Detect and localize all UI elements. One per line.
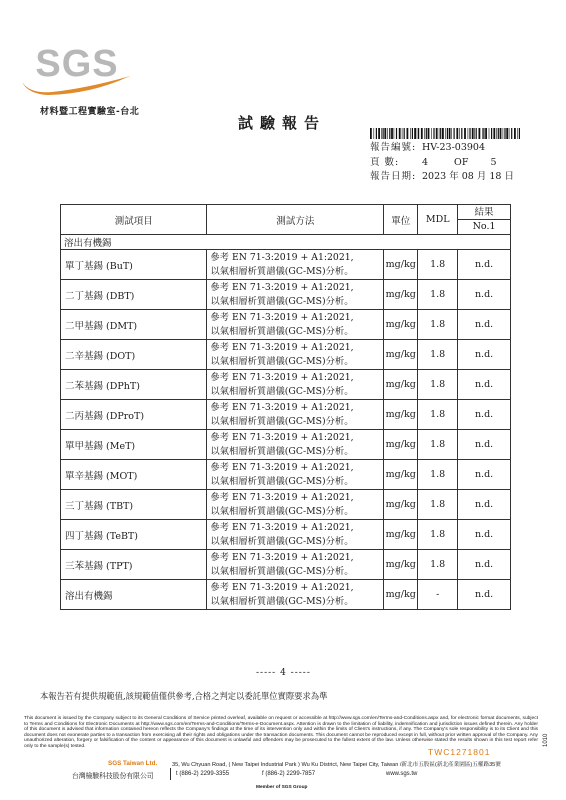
row-method-line-2: 以氣相層析質譜儀(GC-MS)分析。 — [210, 535, 354, 547]
page-count-line — [370, 156, 514, 171]
row-result: n.d. — [458, 460, 511, 490]
header-method: 測試方法 — [207, 205, 384, 235]
row-result: n.d. — [458, 550, 511, 580]
row-mdl: 1.8 — [418, 280, 458, 310]
row-result: n.d. — [458, 370, 511, 400]
row-unit: mg/kg — [384, 310, 418, 340]
header-unit: 單位 — [384, 205, 418, 235]
barcode-bar — [396, 128, 397, 139]
reference-note: 本報告若有提供規範值,該規範值僅供參考,合格之判定以委託單位實際要求為準 — [40, 691, 328, 701]
row-item: 溶出有機錫 — [61, 580, 207, 610]
table-row — [61, 460, 511, 490]
barcode-bar — [387, 128, 388, 139]
row-method-line-2: 以氣相層析質譜儀(GC-MS)分析。 — [210, 355, 354, 367]
row-item: 三苯基錫 (TPT) — [61, 550, 207, 580]
footer-fax: f (886-2) 2299-7857 — [262, 771, 316, 777]
header-item: 測試項目 — [61, 205, 207, 235]
footer-stamp: TWC1271801 — [428, 747, 491, 757]
barcode-bar — [414, 128, 416, 139]
results-body — [61, 235, 511, 610]
row-unit: mg/kg — [384, 460, 418, 490]
row-method — [207, 400, 384, 430]
row-method-line-2: 以氣相層析質譜儀(GC-MS)分析。 — [210, 475, 354, 487]
table-row — [61, 490, 511, 520]
row-result: n.d. — [458, 580, 511, 610]
footer-brand: SGS Taiwan Ltd. — [108, 760, 158, 767]
row-item: 二丁基錫 (DBT) — [61, 280, 207, 310]
barcode-bar — [485, 128, 487, 139]
page-of: OF — [454, 156, 469, 168]
report-date-line — [370, 170, 514, 185]
barcode-bar — [468, 128, 469, 139]
barcode-bar — [418, 128, 419, 139]
barcode-bar — [474, 128, 475, 139]
row-method-line-2: 以氣相層析質譜儀(GC-MS)分析。 — [210, 325, 354, 337]
row-method-line-1: 參考 EN 71-3:2019 + A1:2021, — [210, 401, 354, 413]
row-method — [207, 460, 384, 490]
report-number-label: 報告編號: — [370, 142, 417, 153]
row-item: 二甲基錫 (DMT) — [61, 310, 207, 340]
barcode-bar — [456, 128, 458, 139]
barcode-bar — [374, 128, 375, 139]
table-row — [61, 400, 511, 430]
row-method — [207, 580, 384, 610]
barcode-bar — [384, 128, 386, 139]
barcode-bar — [472, 128, 474, 139]
row-mdl: 1.8 — [418, 370, 458, 400]
row-unit: mg/kg — [384, 280, 418, 310]
row-result: n.d. — [458, 430, 511, 460]
header-result-label: 結果 — [458, 205, 510, 220]
barcode-bar — [509, 128, 510, 139]
report-meta — [370, 141, 514, 185]
barcode-bar — [421, 128, 423, 139]
row-result: n.d. — [458, 280, 511, 310]
row-method-line-2: 以氣相層析質譜儀(GC-MS)分析。 — [210, 385, 354, 397]
disclaimer-text: This document is issued by the Company subject to its General Conditions of Service printed overleaf, available on request or accessible at http://www.sgs.com/en/Terms-and-Conditions.aspx and, for electronic format documents, subject to Terms and Conditions for Electronic Documents at http://www.sgs.com/en/Terms-and-Conditions/Terms-e-Document.aspx. Attention is drawn to the limitation of liability, indemnification and jurisdiction issues defined therein. Any holder of this document is advised that information contained hereon reflects the Company's findings at the time of its intervention only and within the limits of Client's instructions, if any. The Company's sole responsibility is to its Client and this document does not exonerate parties to a transaction from exercising all their rights and obligations under the transaction documents. This document cannot be reproduced except in full, without prior written approval of the Company. Any unauthorized alteration, forgery or falsification of the content or appearance of this document is unlawful and offenders may be prosecuted to the fullest extent of the law. Unless otherwise stated the results shown in this test report refer only to the sample(s) tested. — [24, 716, 538, 749]
row-method-line-2: 以氣相層析質譜儀(GC-MS)分析。 — [210, 565, 354, 577]
barcode-bar — [454, 128, 455, 139]
row-method-line-2: 以氣相層析質譜儀(GC-MS)分析。 — [210, 295, 354, 307]
barcode-bar — [412, 128, 413, 139]
row-method — [207, 250, 384, 280]
row-mdl: - — [418, 580, 458, 610]
table-row — [61, 280, 511, 310]
footer-member: Member of SGS Group — [256, 785, 308, 790]
row-method-line-1: 參考 EN 71-3:2019 + A1:2021, — [210, 461, 354, 473]
barcode-bar — [410, 128, 411, 139]
row-item: 三丁基錫 (TBT) — [61, 490, 207, 520]
row-method — [207, 280, 384, 310]
row-item: 二丙基錫 (DProT) — [61, 400, 207, 430]
row-method-line-1: 參考 EN 71-3:2019 + A1:2021, — [210, 341, 354, 353]
row-item: 單丁基錫 (BuT) — [61, 250, 207, 280]
row-method — [207, 340, 384, 370]
table-row — [61, 250, 511, 280]
row-result: n.d. — [458, 400, 511, 430]
row-method-line-1: 參考 EN 71-3:2019 + A1:2021, — [210, 371, 354, 383]
barcode-bar — [440, 128, 441, 139]
results-table — [60, 204, 511, 610]
barcode-bar — [517, 128, 518, 139]
page-title: 試驗報告 — [238, 114, 327, 132]
row-method-line-2: 以氣相層析質譜儀(GC-MS)分析。 — [210, 595, 354, 607]
row-item: 單甲基錫 (MeT) — [61, 430, 207, 460]
barcode-bar — [482, 128, 483, 139]
logo-text: SGS — [35, 43, 119, 85]
barcode-bar — [489, 128, 490, 139]
barcode-bar — [469, 128, 470, 139]
barcode-bar — [493, 128, 495, 139]
row-mdl: 1.8 — [418, 460, 458, 490]
barcode-bar — [449, 128, 451, 139]
barcode-bar — [383, 128, 384, 139]
row-unit: mg/kg — [384, 430, 418, 460]
row-method-line-1: 參考 EN 71-3:2019 + A1:2021, — [210, 581, 354, 593]
barcode-bar — [404, 128, 405, 139]
barcode-bar — [428, 128, 430, 139]
barcode-bar — [514, 128, 516, 139]
row-method-line-2: 以氣相層析質譜儀(GC-MS)分析。 — [210, 265, 354, 277]
side-code: 1010 — [543, 733, 549, 747]
barcode — [370, 128, 520, 139]
row-method-line-2: 以氣相層析質譜儀(GC-MS)分析。 — [210, 505, 354, 517]
barcode-bar — [436, 128, 438, 139]
barcode-bar — [370, 128, 372, 139]
barcode-bar — [433, 128, 434, 139]
row-mdl: 1.8 — [418, 550, 458, 580]
barcode-bar — [464, 128, 466, 139]
barcode-bar — [459, 128, 460, 139]
barcode-bar — [500, 128, 502, 139]
row-method-line-1: 參考 EN 71-3:2019 + A1:2021, — [210, 311, 354, 323]
barcode-bar — [381, 128, 382, 139]
barcode-bar — [424, 128, 425, 139]
section-row — [61, 235, 511, 250]
barcode-bar — [399, 128, 401, 139]
row-method-line-1: 參考 EN 71-3:2019 + A1:2021, — [210, 431, 354, 443]
barcode-bar — [389, 128, 390, 139]
row-method-line-1: 參考 EN 71-3:2019 + A1:2021, — [210, 281, 354, 293]
barcode-bar — [391, 128, 393, 139]
table-row — [61, 310, 511, 340]
barcode-bar — [407, 128, 409, 139]
sgs-logo — [18, 36, 136, 96]
row-item: 四丁基錫 (TeBT) — [61, 520, 207, 550]
barcode-bar — [461, 128, 462, 139]
row-method-line-2: 以氣相層析質譜儀(GC-MS)分析。 — [210, 415, 354, 427]
row-result: n.d. — [458, 520, 511, 550]
row-mdl: 1.8 — [418, 490, 458, 520]
row-unit: mg/kg — [384, 370, 418, 400]
lab-name: 材料暨工程實驗室-台北 — [40, 107, 140, 117]
report-number-value: HV-23-03904 — [422, 142, 486, 153]
barcode-bar — [476, 128, 477, 139]
header-result — [458, 205, 511, 235]
row-result: n.d. — [458, 310, 511, 340]
table-row — [61, 580, 511, 610]
row-unit: mg/kg — [384, 490, 418, 520]
footer-address: 35, Wu Chyuan Road, ( New Taipei Industrial Park ) Wu Ku District, New Taipei City, Taiwan /新北市五股區(新北產業園區)五權路35號 — [172, 762, 501, 768]
table-row — [61, 370, 511, 400]
page-value: 4 — [422, 156, 429, 168]
barcode-bar — [431, 128, 432, 139]
row-method — [207, 520, 384, 550]
barcode-bar — [451, 128, 452, 139]
barcode-bar — [445, 128, 446, 139]
table-row — [61, 430, 511, 460]
barcode-bar — [511, 128, 512, 139]
row-unit: mg/kg — [384, 250, 418, 280]
page-mark: ----- 4 ----- — [256, 668, 311, 678]
barcode-bar — [439, 128, 440, 139]
row-mdl: 1.8 — [418, 250, 458, 280]
barcode-bar — [402, 128, 403, 139]
barcode-bar — [417, 128, 418, 139]
row-method — [207, 430, 384, 460]
barcode-bar — [447, 128, 448, 139]
barcode-bar — [503, 128, 504, 139]
report-number-line — [370, 141, 514, 156]
row-method-line-2: 以氣相層析質譜儀(GC-MS)分析。 — [210, 445, 354, 457]
row-method-line-1: 參考 EN 71-3:2019 + A1:2021, — [210, 251, 354, 263]
barcode-bar — [491, 128, 492, 139]
row-unit: mg/kg — [384, 520, 418, 550]
row-unit: mg/kg — [384, 550, 418, 580]
row-method — [207, 550, 384, 580]
row-method-line-1: 參考 EN 71-3:2019 + A1:2021, — [210, 551, 354, 563]
page-label: 頁 數: — [370, 156, 400, 168]
row-method — [207, 310, 384, 340]
barcode-bar — [519, 128, 520, 139]
row-unit: mg/kg — [384, 400, 418, 430]
row-method-line-1: 參考 EN 71-3:2019 + A1:2021, — [210, 491, 354, 503]
barcode-bar — [483, 128, 484, 139]
header-row — [61, 205, 511, 235]
barcode-bar — [504, 128, 505, 139]
table-row — [61, 340, 511, 370]
row-method — [207, 370, 384, 400]
row-mdl: 1.8 — [418, 520, 458, 550]
header-mdl: MDL — [418, 205, 458, 235]
barcode-bar — [442, 128, 444, 139]
barcode-bar — [426, 128, 427, 139]
row-result: n.d. — [458, 250, 511, 280]
row-item: 二苯基錫 (DPhT) — [61, 370, 207, 400]
row-mdl: 1.8 — [418, 310, 458, 340]
row-unit: mg/kg — [384, 580, 418, 610]
barcode-bar — [376, 128, 377, 139]
row-mdl: 1.8 — [418, 340, 458, 370]
barcode-bar — [498, 128, 499, 139]
row-item: 單辛基錫 (MOT) — [61, 460, 207, 490]
barcode-bar — [394, 128, 395, 139]
table-row — [61, 520, 511, 550]
row-mdl: 1.8 — [418, 430, 458, 460]
table-row — [61, 550, 511, 580]
row-mdl: 1.8 — [418, 400, 458, 430]
page-total: 5 — [490, 156, 497, 168]
footer-web-link[interactable]: www.sgs.tw — [386, 771, 418, 777]
section-label: 溶出有機錫 — [61, 235, 511, 250]
report-date-label: 報告日期: — [370, 171, 417, 182]
row-method-line-1: 參考 EN 71-3:2019 + A1:2021, — [210, 521, 354, 533]
report-date-value: 2023 年 08 月 18 日 — [422, 171, 514, 182]
barcode-bar — [378, 128, 380, 139]
footer-tel: t (886-2) 2299-3355 — [176, 771, 230, 777]
row-unit: mg/kg — [384, 340, 418, 370]
row-item: 二辛基錫 (DOT) — [61, 340, 207, 370]
barcode-bar — [496, 128, 497, 139]
barcode-bar — [479, 128, 481, 139]
row-result: n.d. — [458, 490, 511, 520]
barcode-bar — [506, 128, 508, 139]
footer-company-cn: 台灣檢驗科技股份有限公司 — [72, 772, 154, 780]
row-result: n.d. — [458, 340, 511, 370]
header-result-no: No.1 — [472, 221, 496, 232]
footer-divider — [170, 768, 171, 780]
row-method — [207, 490, 384, 520]
